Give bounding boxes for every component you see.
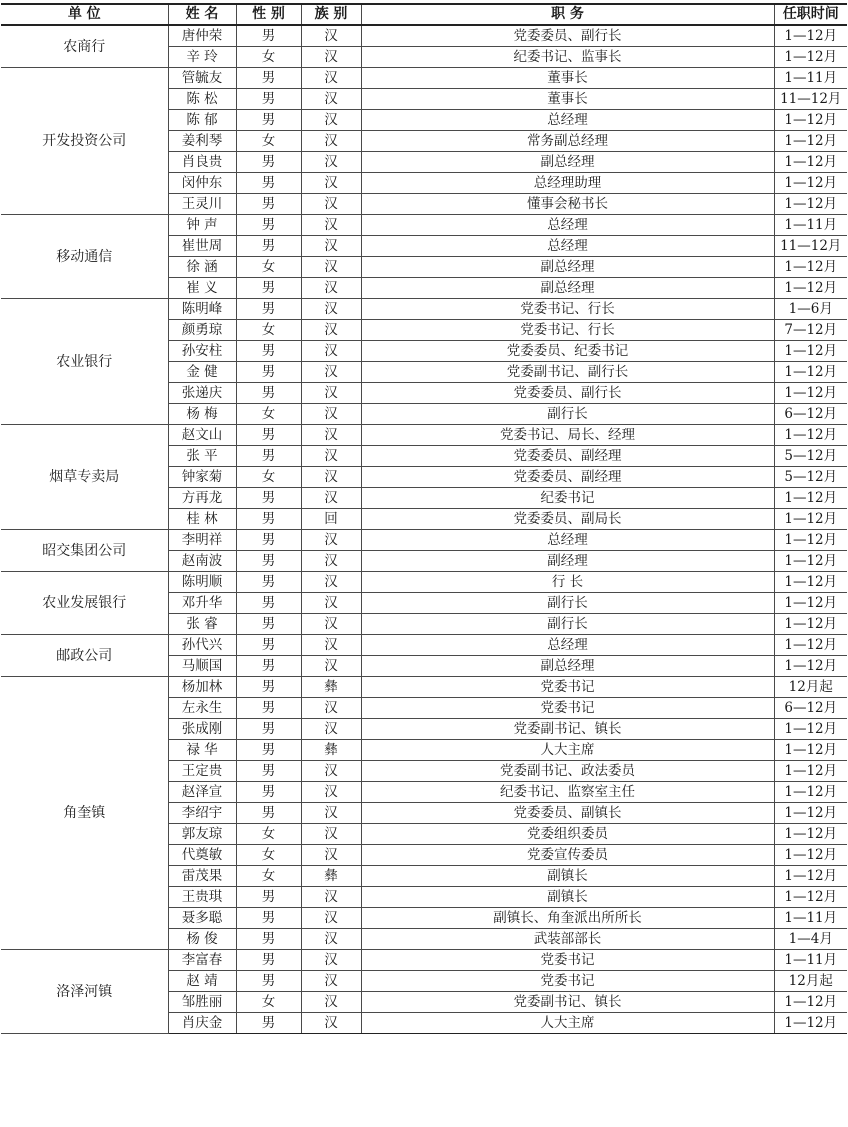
position-cell: 武装部部长 — [361, 929, 774, 950]
gender-cell: 男 — [236, 635, 301, 656]
ethnicity-cell: 汉 — [301, 908, 361, 929]
position-cell: 党委书记 — [361, 950, 774, 971]
term-cell: 1—12月 — [774, 173, 847, 194]
name-cell: 闵仲东 — [168, 173, 236, 194]
term-cell: 1—6月 — [774, 299, 847, 320]
position-cell: 副总经理 — [361, 257, 774, 278]
ethnicity-cell: 汉 — [301, 887, 361, 908]
ethnicity-cell: 汉 — [301, 761, 361, 782]
position-cell: 党委副书记、副行长 — [361, 362, 774, 383]
gender-cell: 女 — [236, 404, 301, 425]
gender-cell: 男 — [236, 173, 301, 194]
gender-cell: 男 — [236, 677, 301, 698]
gender-cell: 男 — [236, 572, 301, 593]
position-cell: 党委委员、纪委书记 — [361, 341, 774, 362]
position-cell: 党委委员、副局长 — [361, 509, 774, 530]
gender-cell: 女 — [236, 866, 301, 887]
ethnicity-cell: 汉 — [301, 299, 361, 320]
position-cell: 懂事会秘书长 — [361, 194, 774, 215]
position-cell: 副总经理 — [361, 152, 774, 173]
term-cell: 1—12月 — [774, 887, 847, 908]
position-cell: 党委副书记、镇长 — [361, 992, 774, 1013]
gender-cell: 男 — [236, 698, 301, 719]
ethnicity-cell: 回 — [301, 509, 361, 530]
gender-cell: 男 — [236, 341, 301, 362]
gender-cell: 男 — [236, 152, 301, 173]
position-cell: 常务副总经理 — [361, 131, 774, 152]
name-cell: 张 睿 — [168, 614, 236, 635]
gender-cell: 男 — [236, 530, 301, 551]
ethnicity-cell: 汉 — [301, 719, 361, 740]
ethnicity-cell: 汉 — [301, 635, 361, 656]
position-cell: 党委副书记、政法委员 — [361, 761, 774, 782]
term-cell: 1—12月 — [774, 845, 847, 866]
name-cell: 马顺国 — [168, 656, 236, 677]
gender-cell: 男 — [236, 971, 301, 992]
ethnicity-cell: 彝 — [301, 866, 361, 887]
gender-cell: 男 — [236, 299, 301, 320]
gender-cell: 男 — [236, 740, 301, 761]
name-cell: 徐 涵 — [168, 257, 236, 278]
gender-cell: 男 — [236, 383, 301, 404]
term-cell: 11—12月 — [774, 89, 847, 110]
position-cell: 人大主席 — [361, 740, 774, 761]
position-cell: 副镇长 — [361, 866, 774, 887]
name-cell: 肖庆金 — [168, 1013, 236, 1034]
name-cell: 李绍宇 — [168, 803, 236, 824]
term-cell: 1—12月 — [774, 614, 847, 635]
term-cell: 12月起 — [774, 677, 847, 698]
name-cell: 张成刚 — [168, 719, 236, 740]
ethnicity-cell: 汉 — [301, 551, 361, 572]
name-cell: 王贵琪 — [168, 887, 236, 908]
gender-cell: 男 — [236, 803, 301, 824]
ethnicity-cell: 汉 — [301, 992, 361, 1013]
ethnicity-cell: 汉 — [301, 257, 361, 278]
position-cell: 党委组织委员 — [361, 824, 774, 845]
ethnicity-cell: 汉 — [301, 89, 361, 110]
position-cell: 党委委员、副行长 — [361, 25, 774, 47]
gender-cell: 男 — [236, 908, 301, 929]
unit-cell: 农业银行 — [1, 299, 168, 425]
name-cell: 杨加林 — [168, 677, 236, 698]
header-unit: 单 位 — [1, 4, 168, 25]
position-cell: 党委书记 — [361, 677, 774, 698]
gender-cell: 男 — [236, 950, 301, 971]
gender-cell: 男 — [236, 782, 301, 803]
unit-cell: 农商行 — [1, 25, 168, 68]
name-cell: 杨 俊 — [168, 929, 236, 950]
gender-cell: 男 — [236, 656, 301, 677]
position-cell: 党委书记、局长、经理 — [361, 425, 774, 446]
unit-cell: 洛泽河镇 — [1, 950, 168, 1034]
table-row — [1, 25, 847, 47]
term-cell: 1—11月 — [774, 908, 847, 929]
position-cell: 行 长 — [361, 572, 774, 593]
gender-cell: 男 — [236, 509, 301, 530]
ethnicity-cell: 汉 — [301, 131, 361, 152]
term-cell: 1—12月 — [774, 25, 847, 47]
header-row — [1, 4, 847, 25]
ethnicity-cell: 汉 — [301, 488, 361, 509]
ethnicity-cell: 汉 — [301, 593, 361, 614]
ethnicity-cell: 汉 — [301, 25, 361, 47]
header-position: 职 务 — [361, 4, 774, 25]
term-cell: 1—12月 — [774, 278, 847, 299]
term-cell: 1—11月 — [774, 215, 847, 236]
position-cell: 党委委员、副经理 — [361, 467, 774, 488]
position-cell: 总经理 — [361, 236, 774, 257]
table-row — [1, 425, 847, 446]
gender-cell: 男 — [236, 1013, 301, 1034]
name-cell: 王灵川 — [168, 194, 236, 215]
position-cell: 副镇长 — [361, 887, 774, 908]
term-cell: 1—12月 — [774, 383, 847, 404]
unit-cell: 农业发展银行 — [1, 572, 168, 635]
name-cell: 王定贵 — [168, 761, 236, 782]
position-cell: 总经理 — [361, 215, 774, 236]
gender-cell: 男 — [236, 236, 301, 257]
term-cell: 1—4月 — [774, 929, 847, 950]
name-cell: 雷茂果 — [168, 866, 236, 887]
term-cell: 1—12月 — [774, 593, 847, 614]
position-cell: 副经理 — [361, 551, 774, 572]
gender-cell: 男 — [236, 887, 301, 908]
position-cell: 副行长 — [361, 404, 774, 425]
unit-cell: 移动通信 — [1, 215, 168, 299]
ethnicity-cell: 汉 — [301, 656, 361, 677]
name-cell: 赵 靖 — [168, 971, 236, 992]
gender-cell: 男 — [236, 194, 301, 215]
ethnicity-cell: 汉 — [301, 278, 361, 299]
term-cell: 1—12月 — [774, 110, 847, 131]
name-cell: 邹胜丽 — [168, 992, 236, 1013]
gender-cell: 男 — [236, 761, 301, 782]
position-cell: 副行长 — [361, 593, 774, 614]
name-cell: 肖良贵 — [168, 152, 236, 173]
term-cell: 1—12月 — [774, 47, 847, 68]
table-row — [1, 635, 847, 656]
term-cell: 1—12月 — [774, 761, 847, 782]
ethnicity-cell: 汉 — [301, 236, 361, 257]
position-cell: 董事长 — [361, 89, 774, 110]
term-cell: 1—12月 — [774, 1013, 847, 1034]
header-ethnicity: 族 别 — [301, 4, 361, 25]
gender-cell: 男 — [236, 929, 301, 950]
term-cell: 1—12月 — [774, 530, 847, 551]
ethnicity-cell: 汉 — [301, 383, 361, 404]
name-cell: 孙安柱 — [168, 341, 236, 362]
gender-cell: 男 — [236, 68, 301, 89]
gender-cell: 男 — [236, 488, 301, 509]
term-cell: 5—12月 — [774, 467, 847, 488]
gender-cell: 男 — [236, 25, 301, 47]
ethnicity-cell: 汉 — [301, 803, 361, 824]
term-cell: 6—12月 — [774, 404, 847, 425]
name-cell: 赵南波 — [168, 551, 236, 572]
term-cell: 11—12月 — [774, 236, 847, 257]
term-cell: 6—12月 — [774, 698, 847, 719]
ethnicity-cell: 汉 — [301, 929, 361, 950]
name-cell: 代奠敏 — [168, 845, 236, 866]
term-cell: 1—12月 — [774, 572, 847, 593]
gender-cell: 男 — [236, 89, 301, 110]
position-cell: 总经理助理 — [361, 173, 774, 194]
position-cell: 董事长 — [361, 68, 774, 89]
name-cell: 钟家菊 — [168, 467, 236, 488]
unit-cell: 角奎镇 — [1, 677, 168, 950]
ethnicity-cell: 汉 — [301, 341, 361, 362]
term-cell: 1—12月 — [774, 152, 847, 173]
gender-cell: 男 — [236, 425, 301, 446]
header-term: 任职时间 — [774, 4, 847, 25]
term-cell: 1—12月 — [774, 635, 847, 656]
name-cell: 李富春 — [168, 950, 236, 971]
gender-cell: 女 — [236, 320, 301, 341]
gender-cell: 男 — [236, 362, 301, 383]
term-cell: 1—12月 — [774, 131, 847, 152]
unit-cell: 烟草专卖局 — [1, 425, 168, 530]
position-cell: 副镇长、角奎派出所所长 — [361, 908, 774, 929]
term-cell: 1—12月 — [774, 782, 847, 803]
header-gender: 性 别 — [236, 4, 301, 25]
ethnicity-cell: 汉 — [301, 824, 361, 845]
ethnicity-cell: 汉 — [301, 215, 361, 236]
ethnicity-cell: 汉 — [301, 152, 361, 173]
name-cell: 张 平 — [168, 446, 236, 467]
ethnicity-cell: 汉 — [301, 173, 361, 194]
ethnicity-cell: 彝 — [301, 740, 361, 761]
term-cell: 1—12月 — [774, 341, 847, 362]
gender-cell: 男 — [236, 551, 301, 572]
ethnicity-cell: 汉 — [301, 530, 361, 551]
name-cell: 孙代兴 — [168, 635, 236, 656]
gender-cell: 男 — [236, 110, 301, 131]
gender-cell: 男 — [236, 278, 301, 299]
gender-cell: 男 — [236, 215, 301, 236]
name-cell: 钟 声 — [168, 215, 236, 236]
term-cell: 1—12月 — [774, 740, 847, 761]
gender-cell: 女 — [236, 992, 301, 1013]
gender-cell: 女 — [236, 824, 301, 845]
position-cell: 党委书记、行长 — [361, 299, 774, 320]
name-cell: 张递庆 — [168, 383, 236, 404]
position-cell: 党委书记 — [361, 698, 774, 719]
gender-cell: 男 — [236, 593, 301, 614]
position-cell: 副总经理 — [361, 278, 774, 299]
name-cell: 颜勇琼 — [168, 320, 236, 341]
name-cell: 崔 义 — [168, 278, 236, 299]
unit-cell: 昭交集团公司 — [1, 530, 168, 572]
ethnicity-cell: 汉 — [301, 110, 361, 131]
ethnicity-cell: 汉 — [301, 47, 361, 68]
table-row — [1, 68, 847, 89]
position-cell: 党委宣传委员 — [361, 845, 774, 866]
name-cell: 陈 松 — [168, 89, 236, 110]
name-cell: 桂 林 — [168, 509, 236, 530]
ethnicity-cell: 汉 — [301, 698, 361, 719]
name-cell: 郭友琼 — [168, 824, 236, 845]
name-cell: 杨 梅 — [168, 404, 236, 425]
position-cell: 党委书记 — [361, 971, 774, 992]
name-cell: 陈明顺 — [168, 572, 236, 593]
table-row — [1, 677, 847, 698]
gender-cell: 女 — [236, 131, 301, 152]
term-cell: 12月起 — [774, 971, 847, 992]
position-cell: 纪委书记、监事长 — [361, 47, 774, 68]
position-cell: 党委委员、副镇长 — [361, 803, 774, 824]
name-cell: 左永生 — [168, 698, 236, 719]
name-cell: 陈 郁 — [168, 110, 236, 131]
ethnicity-cell: 汉 — [301, 194, 361, 215]
table-body — [1, 25, 847, 1034]
term-cell: 1—12月 — [774, 824, 847, 845]
name-cell: 聂多聪 — [168, 908, 236, 929]
term-cell: 1—12月 — [774, 551, 847, 572]
position-cell: 纪委书记、监察室主任 — [361, 782, 774, 803]
name-cell: 赵文山 — [168, 425, 236, 446]
term-cell: 1—12月 — [774, 509, 847, 530]
name-cell: 姜利琴 — [168, 131, 236, 152]
position-cell: 党委委员、副经理 — [361, 446, 774, 467]
position-cell: 纪委书记 — [361, 488, 774, 509]
name-cell: 金 健 — [168, 362, 236, 383]
gender-cell: 男 — [236, 614, 301, 635]
position-cell: 副行长 — [361, 614, 774, 635]
term-cell: 5—12月 — [774, 446, 847, 467]
table-row — [1, 215, 847, 236]
table-row — [1, 530, 847, 551]
name-cell: 赵泽宣 — [168, 782, 236, 803]
term-cell: 1—12月 — [774, 425, 847, 446]
position-cell: 总经理 — [361, 530, 774, 551]
ethnicity-cell: 汉 — [301, 572, 361, 593]
table-row — [1, 572, 847, 593]
name-cell: 辛 玲 — [168, 47, 236, 68]
unit-cell: 开发投资公司 — [1, 68, 168, 215]
ethnicity-cell: 汉 — [301, 446, 361, 467]
ethnicity-cell: 汉 — [301, 68, 361, 89]
gender-cell: 女 — [236, 257, 301, 278]
name-cell: 陈明峰 — [168, 299, 236, 320]
ethnicity-cell: 汉 — [301, 950, 361, 971]
position-cell: 总经理 — [361, 635, 774, 656]
gender-cell: 女 — [236, 467, 301, 488]
name-cell: 邓升华 — [168, 593, 236, 614]
ethnicity-cell: 彝 — [301, 677, 361, 698]
term-cell: 1—12月 — [774, 866, 847, 887]
table-row — [1, 950, 847, 971]
ethnicity-cell: 汉 — [301, 1013, 361, 1034]
name-cell: 管毓友 — [168, 68, 236, 89]
term-cell: 1—12月 — [774, 488, 847, 509]
officials-table — [1, 3, 847, 1034]
ethnicity-cell: 汉 — [301, 320, 361, 341]
table-row — [1, 299, 847, 320]
ethnicity-cell: 汉 — [301, 971, 361, 992]
term-cell: 1—12月 — [774, 656, 847, 677]
ethnicity-cell: 汉 — [301, 404, 361, 425]
position-cell: 党委书记、行长 — [361, 320, 774, 341]
position-cell: 党委副书记、镇长 — [361, 719, 774, 740]
ethnicity-cell: 汉 — [301, 614, 361, 635]
term-cell: 1—12月 — [774, 992, 847, 1013]
ethnicity-cell: 汉 — [301, 782, 361, 803]
position-cell: 党委委员、副行长 — [361, 383, 774, 404]
term-cell: 1—12月 — [774, 803, 847, 824]
gender-cell: 男 — [236, 719, 301, 740]
name-cell: 方再龙 — [168, 488, 236, 509]
ethnicity-cell: 汉 — [301, 362, 361, 383]
term-cell: 1—12月 — [774, 257, 847, 278]
gender-cell: 女 — [236, 845, 301, 866]
ethnicity-cell: 汉 — [301, 845, 361, 866]
name-cell: 李明祥 — [168, 530, 236, 551]
name-cell: 禄 华 — [168, 740, 236, 761]
unit-cell: 邮政公司 — [1, 635, 168, 677]
position-cell: 副总经理 — [361, 656, 774, 677]
position-cell: 总经理 — [361, 110, 774, 131]
header-name: 姓 名 — [168, 4, 236, 25]
gender-cell: 男 — [236, 446, 301, 467]
name-cell: 崔世周 — [168, 236, 236, 257]
term-cell: 1—11月 — [774, 68, 847, 89]
term-cell: 1—12月 — [774, 362, 847, 383]
term-cell: 1—11月 — [774, 950, 847, 971]
term-cell: 1—12月 — [774, 719, 847, 740]
term-cell: 1—12月 — [774, 194, 847, 215]
term-cell: 7—12月 — [774, 320, 847, 341]
ethnicity-cell: 汉 — [301, 425, 361, 446]
ethnicity-cell: 汉 — [301, 467, 361, 488]
name-cell: 唐仲荣 — [168, 25, 236, 47]
gender-cell: 女 — [236, 47, 301, 68]
position-cell: 人大主席 — [361, 1013, 774, 1034]
